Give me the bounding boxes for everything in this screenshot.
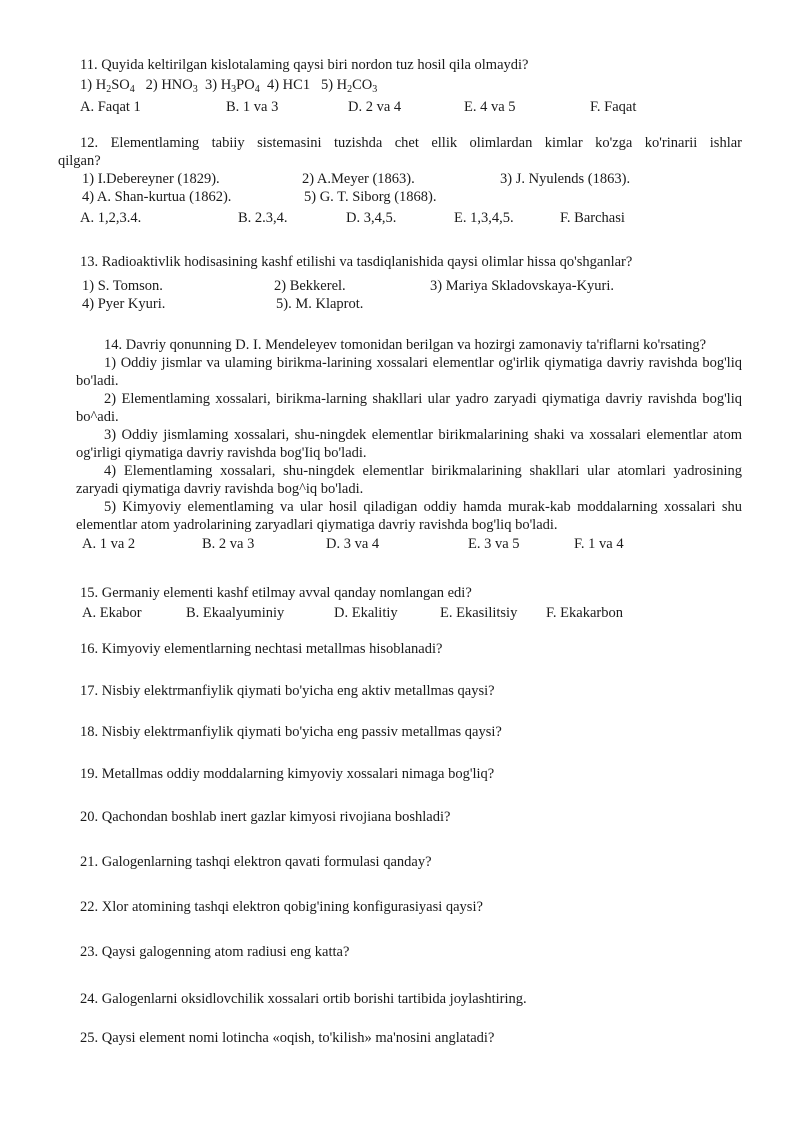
question-11-formulas: 1) $H_2SO_4$ 2) $HNO_3$ 3) $H_3PO_4$ 4) HC1 5) $H_2CO_3$ xyxy=(80,77,378,95)
option-item: 2) A.Meyer (1863). xyxy=(302,171,415,187)
question-12-options xyxy=(80,170,742,227)
question-12-text-line1: 12. Elementlaming tabiiy sistemasini tuzishda chet ellik olimlardan kimlar ko'zga ko'rinarii ishlar xyxy=(80,135,742,151)
answer-option[interactable]: F. Ekakarbon xyxy=(546,605,623,621)
question-14-answers xyxy=(76,535,742,553)
option-item: 3) Mariya Skladovskaya-Kyuri. xyxy=(430,278,615,294)
answer-option[interactable]: A. 1,2,3.4. xyxy=(80,210,142,226)
statement-item: 4) Elementlaming xossalari, shu-ningdek elementlar birikmalarining shakllari ular atomlari yadrosining zaryadi qiymatiga davriy ravishda bog^iq bo'ladi. xyxy=(76,463,742,497)
answer-option[interactable]: E. 4 va 5 xyxy=(464,99,516,115)
question-19-text: 19. Metallmas oddiy moddalarning kimyoviy xossalari nimaga bog'liq? xyxy=(80,766,495,782)
statement-item: 1) Oddiy jismlar va ulaming birikma-larining xossalari elementlar og'irlik qiymatiga davriy ravishda bog'liq bo'ladi. xyxy=(76,355,742,389)
question-14 xyxy=(76,336,742,553)
answer-option[interactable]: B. Ekaalyuminiy xyxy=(186,605,285,621)
answer-option[interactable]: D. 3 va 4 xyxy=(326,536,380,552)
question-22-text: 22. Xlor atomining tashqi elektron qobig'ining konfigurasiyasi qaysi? xyxy=(80,899,483,915)
answer-option[interactable]: D. 3,4,5. xyxy=(346,210,397,226)
question-23-text: 23. Qaysi galogenning atom radiusi eng katta? xyxy=(80,944,350,960)
question-17-text: 17. Nisbiy elektrmanfiylik qiymati bo'yicha eng aktiv metallmas qaysi? xyxy=(80,683,495,699)
question-11-text: 11. Quyida keltirilgan kislotalaming qaysi biri nordon tuz hosil qila olmaydi? xyxy=(80,57,529,73)
question-11-answers xyxy=(80,98,742,116)
question-12 xyxy=(58,134,742,170)
answer-option[interactable]: A. Ekabor xyxy=(82,605,142,621)
answer-option[interactable]: E. 3 va 5 xyxy=(468,536,520,552)
option-item: 2) Bekkerel. xyxy=(274,278,346,294)
statement-item: 5) Kimyoviy elementlaming va ular hosil qiladigan oddiy hamda murak-kab moddalarning xossalari shu elementlar atom yadrolarining zaryadlari qiymatiga davriy ravishda bog'liq bo'ladi. xyxy=(76,499,742,533)
option-item: 5). M. Klaprot. xyxy=(276,296,364,312)
question-18-text: 18. Nisbiy elektrmanfiylik qiymati bo'yicha eng passiv metallmas qaysi? xyxy=(80,724,502,740)
question-20-text: 20. Qachondan boshlab inert gazlar kimyosi rivojiana boshladi? xyxy=(80,809,451,825)
question-25-text: 25. Qaysi element nomi lotincha «oqish, to'kilish» ma'nosini anglatadi? xyxy=(80,1030,495,1046)
question-15 xyxy=(80,584,742,622)
question-11 xyxy=(80,56,742,116)
option-item: 3) J. Nyulends (1863). xyxy=(500,171,631,187)
question-16-text: 16. Kimyoviy elementlarning nechtasi metallmas hisoblanadi? xyxy=(80,641,443,657)
answer-option[interactable]: E. Ekasilitsiy xyxy=(440,605,518,621)
question-12-answers xyxy=(80,209,742,227)
statement-item: 2) Elementlaming xossalari, birikma-larning shakllari ular yadro zaryadi qiymatiga davriy ravishda bog'liq bo^adi. xyxy=(76,391,742,425)
answer-option[interactable]: A. Faqat 1 xyxy=(80,99,141,115)
question-15-text: 15. Germaniy elementi kashf etilmay avval qanday nomlangan edi? xyxy=(80,585,472,601)
statement-item: 3) Oddiy jismlaming xossalari, shu-ningdek elementlar birikmalarining shaki va xossalari elementlar atom og'irligi qiymatiga davriy ravishda bog'Iiq bo'ladi. xyxy=(76,427,742,461)
option-item: 4) Pyer Kyuri. xyxy=(82,296,166,312)
answer-option[interactable]: A. 1 va 2 xyxy=(82,536,136,552)
question-12-text-line2: qilgan? xyxy=(58,153,101,169)
question-13-text: 13. Radioaktivlik hodisasining kashf etilishi va tasdiqlanishida qaysi olimlar hissa qo'shganlar? xyxy=(80,254,633,270)
question-21-text: 21. Galogenlarning tashqi elektron qavati formulasi qanday? xyxy=(80,854,432,870)
question-24-text: 24. Galogenlarni oksidlovchilik xossalari ortib borishi tartibida joylashtiring. xyxy=(80,991,527,1007)
question-14-text: 14. Davriy qonunning D. I. Mendeleyev tomonidan berilgan va hozirgi zamonaviy ta'riflarni ko'rsating? xyxy=(104,337,707,353)
option-item: 1) S. Tomson. xyxy=(82,278,163,294)
question-13 xyxy=(80,253,742,313)
answer-option[interactable]: E. 1,3,4,5. xyxy=(454,210,514,226)
answer-option[interactable]: D. 2 va 4 xyxy=(348,99,402,115)
option-item: 1) I.Debereyner (1829). xyxy=(82,171,220,187)
option-item: 5) G. T. Siborg (1868). xyxy=(304,189,437,205)
answer-option[interactable]: F. Faqat xyxy=(590,99,637,115)
answer-option[interactable]: D. Ekalitiy xyxy=(334,605,398,621)
answer-option[interactable]: F. 1 va 4 xyxy=(574,536,624,552)
option-item: 4) A. Shan-kurtua (1862). xyxy=(82,189,232,205)
answer-option[interactable]: B. 2 va 3 xyxy=(202,536,255,552)
answer-option[interactable]: B. 2.3,4. xyxy=(238,210,288,226)
answer-option[interactable]: B. 1 va 3 xyxy=(226,99,279,115)
question-15-answers xyxy=(80,604,742,622)
answer-option[interactable]: F. Barchasi xyxy=(560,210,625,226)
